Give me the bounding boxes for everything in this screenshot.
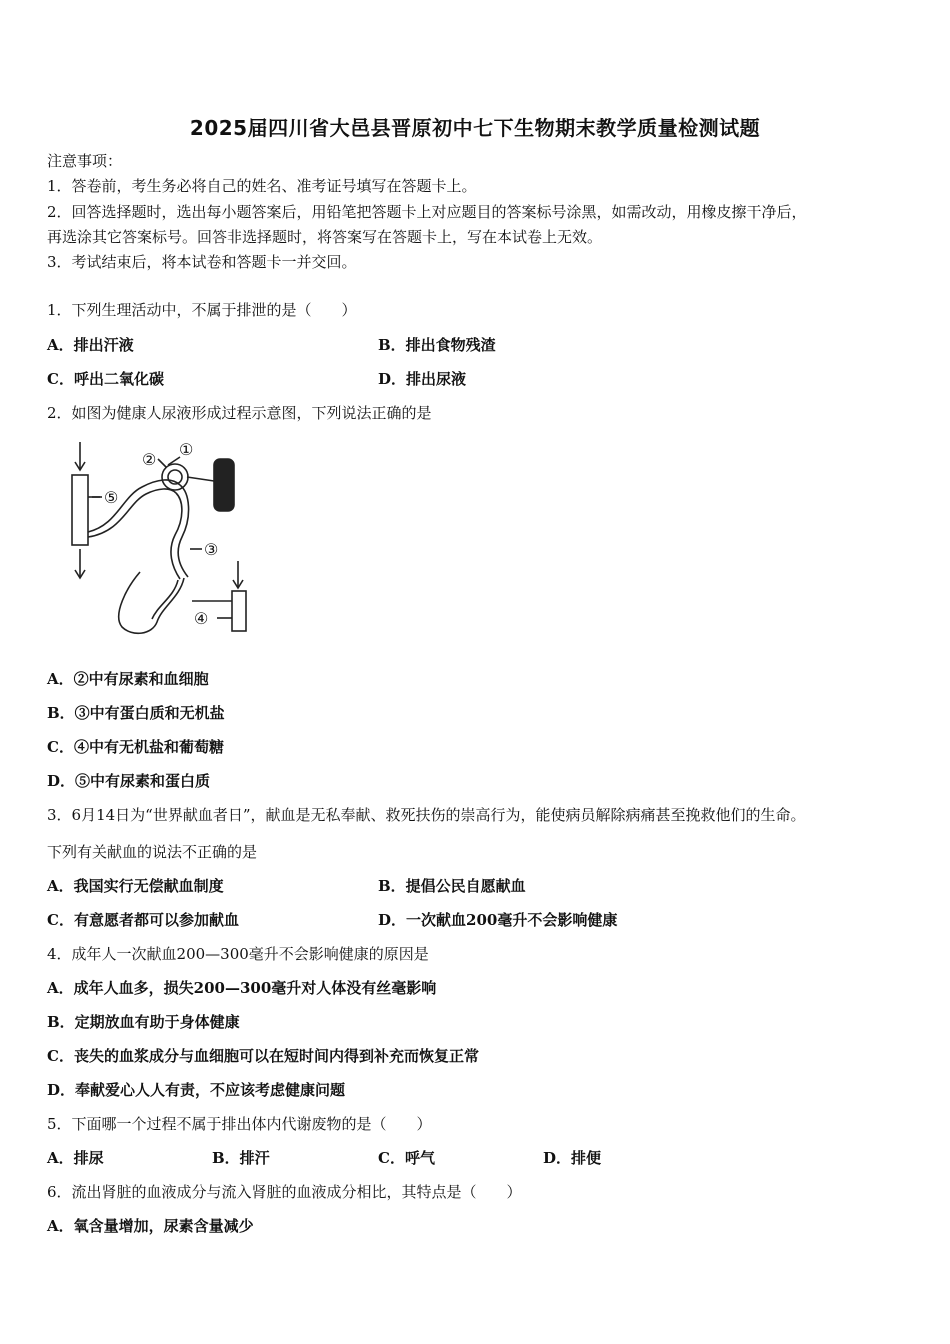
option-d: D．⑤中有尿素和蛋白质 <box>47 772 211 790</box>
notice-heading: 注意事项： <box>47 152 123 170</box>
option-d: D．排出尿液 <box>378 370 467 388</box>
option-c: C．④中有无机盐和葡萄糖 <box>47 738 224 756</box>
question-stem: 6．流出肾脏的血液成分与流入肾脏的血液成分相比，其特点是（ ） <box>47 1183 522 1201</box>
question-stem: 4．成年人一次献血200—300毫升不会影响健康的原因是 <box>47 945 429 963</box>
option-d: D．排便 <box>543 1149 602 1167</box>
option-b: B．定期放血有助于身体健康 <box>47 1013 240 1031</box>
question-stem: 3．6月14日为“世界献血者日”，献血是无私奉献、救死扶伤的崇高行为，能使病员解除病痛甚至挽救他们的生命。 <box>47 806 806 824</box>
option-c: C．丧失的血浆成分与血细胞可以在短时间内得到补充而恢复正常 <box>47 1047 479 1065</box>
option-c: C．呼出二氧化碳 <box>47 370 164 388</box>
option-d: D．一次献血200毫升不会影响健康 <box>378 911 618 929</box>
notice-line: 再选涂其它答案标号。回答非选择题时，将答案写在答题卡上，写在本试卷上无效。 <box>47 228 603 246</box>
option-a: A．成年人血多，损失200—300毫升对人体没有丝毫影响 <box>47 979 437 997</box>
label-4: ④ <box>194 609 209 628</box>
option-a: A．②中有尿素和血细胞 <box>47 670 209 688</box>
notice-line: 3．考试结束后，将本试卷和答题卡一并交回。 <box>47 253 357 271</box>
label-5: ⑤ <box>104 488 119 507</box>
notice-line: 1．答卷前，考生务必将自己的姓名、准考证号填写在答题卡上。 <box>47 177 477 195</box>
question-stem: 5．下面哪一个过程不属于排出体内代谢废物的是（ ） <box>47 1115 432 1133</box>
option-c: C．呼气 <box>378 1149 435 1167</box>
option-a: A．我国实行无偿献血制度 <box>47 877 224 895</box>
option-b: B．提倡公民自愿献血 <box>378 877 526 895</box>
option-a: A．氧含量增加，尿素含量减少 <box>47 1217 254 1235</box>
question-stem: 1．下列生理活动中，不属于排泄的是（ ） <box>47 301 357 319</box>
option-c: C．有意愿者都可以参加献血 <box>47 911 239 929</box>
label-2: ② <box>142 450 157 469</box>
label-1: ① <box>179 440 194 459</box>
notice-line: 2．回答选择题时，选出每小题答案后，用铅笔把答题卡上对应题目的答案标号涂黑，如需改动，用橡皮擦干净后， <box>47 203 807 221</box>
option-d: D．奉献爱心人人有责，不应该考虑健康问题 <box>47 1081 346 1099</box>
label-3: ③ <box>204 540 219 559</box>
nephron-diagram <box>62 437 262 642</box>
option-a: A．排出汗液 <box>47 336 134 354</box>
question-stem: 下列有关献血的说法不正确的是 <box>47 843 258 861</box>
option-b: B．③中有蛋白质和无机盐 <box>47 704 225 722</box>
option-b: B．排汗 <box>212 1149 270 1167</box>
option-b: B．排出食物残渣 <box>378 336 496 354</box>
option-a: A．排尿 <box>47 1149 104 1167</box>
page-title: 2025届四川省大邑县晋原初中七下生物期末教学质量检测试题 <box>189 116 761 140</box>
question-stem: 2．如图为健康人尿液形成过程示意图，下列说法正确的是 <box>47 404 432 422</box>
